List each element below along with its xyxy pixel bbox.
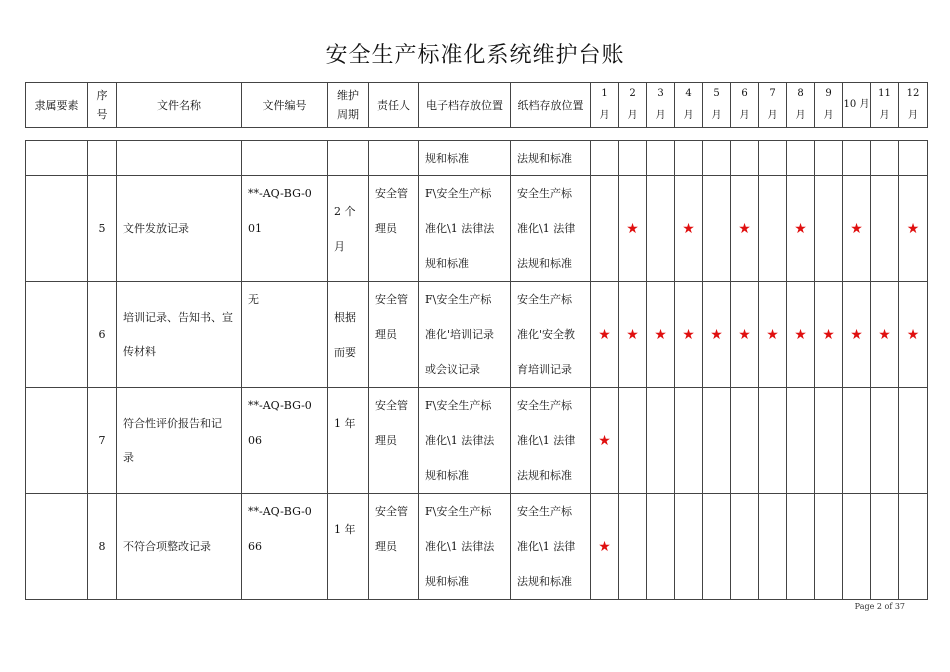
month-cell [899, 141, 928, 176]
header-ppath: 纸档存放位置 [511, 83, 591, 128]
star-mark: ★ [703, 282, 731, 388]
star-mark: ★ [899, 176, 928, 282]
owner-cell: 安全管 理员 [369, 494, 419, 600]
month-cell [731, 141, 759, 176]
star-mark: ★ [591, 494, 619, 600]
header-month: 1 月 [591, 83, 619, 128]
seq-cell: 5 [88, 176, 117, 282]
epath-cell: F\安全生产标 准化'培训记录 或会议记录 [419, 282, 511, 388]
month-cell [787, 141, 815, 176]
epath-cell: F\安全生产标 准化\1 法律法 规和标准 [419, 176, 511, 282]
month-cell [759, 176, 787, 282]
star-mark: ★ [787, 282, 815, 388]
epath-cell: 规和标准 [419, 141, 511, 176]
month-cell [675, 494, 703, 600]
month-cell [591, 176, 619, 282]
empty-cell [328, 141, 369, 176]
star-mark: ★ [759, 282, 787, 388]
table-row [26, 176, 928, 282]
month-cell [843, 141, 871, 176]
star-mark: ★ [899, 282, 928, 388]
seq-cell: 6 [88, 282, 117, 388]
ledger-header-table [25, 82, 928, 128]
month-cell [871, 176, 899, 282]
header-month: 7 月 [759, 83, 787, 128]
star-mark: ★ [591, 282, 619, 388]
star-mark: ★ [619, 282, 647, 388]
month-cell [787, 388, 815, 494]
element-cell [26, 176, 88, 282]
month-cell [843, 494, 871, 600]
month-cell [647, 388, 675, 494]
month-cell [675, 388, 703, 494]
header-month: 6 月 [731, 83, 759, 128]
ledger-body-table [25, 140, 928, 600]
month-cell [619, 494, 647, 600]
month-cell [871, 494, 899, 600]
ppath-cell: 安全生产标 准化\1 法律 法规和标准 [511, 176, 591, 282]
table-row [26, 282, 928, 388]
month-cell [675, 141, 703, 176]
header-month: 9 月 [815, 83, 843, 128]
month-cell [787, 494, 815, 600]
empty-cell [26, 141, 88, 176]
star-mark: ★ [843, 176, 871, 282]
file-code-cell: 无 [242, 282, 328, 388]
element-cell [26, 388, 88, 494]
empty-cell [117, 141, 242, 176]
table-row-continued [26, 141, 928, 176]
month-cell [647, 141, 675, 176]
file-code-cell: **-AQ-BG-0 06 [242, 388, 328, 494]
month-cell [815, 388, 843, 494]
table-row [26, 388, 928, 494]
empty-cell [88, 141, 117, 176]
table-row [26, 494, 928, 600]
file-name-cell: 文件发放记录 [117, 176, 242, 282]
file-name-cell: 符合性评价报告和记 录 [117, 388, 242, 494]
header-month: 5 月 [703, 83, 731, 128]
ppath-cell: 法规和标准 [511, 141, 591, 176]
star-mark: ★ [619, 176, 647, 282]
file-code-cell: **-AQ-BG-0 01 [242, 176, 328, 282]
header-seq: 序 号 [88, 83, 117, 128]
month-cell [703, 176, 731, 282]
month-cell [899, 388, 928, 494]
star-mark: ★ [843, 282, 871, 388]
star-mark: ★ [591, 388, 619, 494]
header-code: 文件编号 [242, 83, 328, 128]
element-cell [26, 282, 88, 388]
empty-cell [369, 141, 419, 176]
month-cell [703, 141, 731, 176]
star-mark: ★ [787, 176, 815, 282]
month-cell [619, 141, 647, 176]
header-month: 4 月 [675, 83, 703, 128]
epath-cell: F\安全生产标 准化\1 法律法 规和标准 [419, 494, 511, 600]
ppath-cell: 安全生产标 准化\1 法律 法规和标准 [511, 388, 591, 494]
owner-cell: 安全管 理员 [369, 282, 419, 388]
month-cell [815, 176, 843, 282]
file-code-cell: **-AQ-BG-0 66 [242, 494, 328, 600]
header-owner: 责任人 [369, 83, 419, 128]
header-epath: 电子档存放位置 [419, 83, 511, 128]
empty-cell [242, 141, 328, 176]
month-cell [871, 141, 899, 176]
page-number: Page 2 of 37 [854, 602, 905, 611]
header-cycle: 维护 周期 [328, 83, 369, 128]
cycle-cell: 1 年 [328, 388, 369, 494]
file-name-cell: 不符合项整改记录 [117, 494, 242, 600]
month-cell [731, 388, 759, 494]
month-cell [731, 494, 759, 600]
seq-cell: 8 [88, 494, 117, 600]
header-name: 文件名称 [117, 83, 242, 128]
page-title: 安全生产标准化系统维护台账 [325, 43, 625, 68]
ppath-cell: 安全生产标 准化\1 法律 法规和标准 [511, 494, 591, 600]
epath-cell: F\安全生产标 准化\1 法律法 规和标准 [419, 388, 511, 494]
month-cell [815, 494, 843, 600]
header-month: 12 月 [899, 83, 928, 128]
star-mark: ★ [675, 176, 703, 282]
month-cell [759, 494, 787, 600]
header-month: 10 月 [843, 83, 871, 128]
cycle-cell: 根据 而要 [328, 282, 369, 388]
cycle-cell: 1 年 [328, 494, 369, 600]
star-mark: ★ [871, 282, 899, 388]
header-month: 8 月 [787, 83, 815, 128]
month-cell [703, 388, 731, 494]
star-mark: ★ [731, 176, 759, 282]
month-cell [759, 141, 787, 176]
header-month: 3 月 [647, 83, 675, 128]
month-cell [843, 388, 871, 494]
month-cell [759, 388, 787, 494]
star-mark: ★ [731, 282, 759, 388]
month-cell [591, 141, 619, 176]
cycle-cell: 2 个 月 [328, 176, 369, 282]
star-mark: ★ [815, 282, 843, 388]
month-cell [899, 494, 928, 600]
header-month: 11 月 [871, 83, 899, 128]
ppath-cell: 安全生产标 准化'安全教 育培训记录 [511, 282, 591, 388]
month-cell [703, 494, 731, 600]
month-cell [647, 176, 675, 282]
header-month: 2 月 [619, 83, 647, 128]
month-cell [619, 388, 647, 494]
month-cell [871, 388, 899, 494]
seq-cell: 7 [88, 388, 117, 494]
month-cell [815, 141, 843, 176]
month-cell [647, 494, 675, 600]
star-mark: ★ [675, 282, 703, 388]
owner-cell: 安全管 理员 [369, 388, 419, 494]
header-element: 隶属要素 [26, 83, 88, 128]
owner-cell: 安全管 理员 [369, 176, 419, 282]
file-name-cell: 培训记录、告知书、宣 传材料 [117, 282, 242, 388]
star-mark: ★ [647, 282, 675, 388]
element-cell [26, 494, 88, 600]
